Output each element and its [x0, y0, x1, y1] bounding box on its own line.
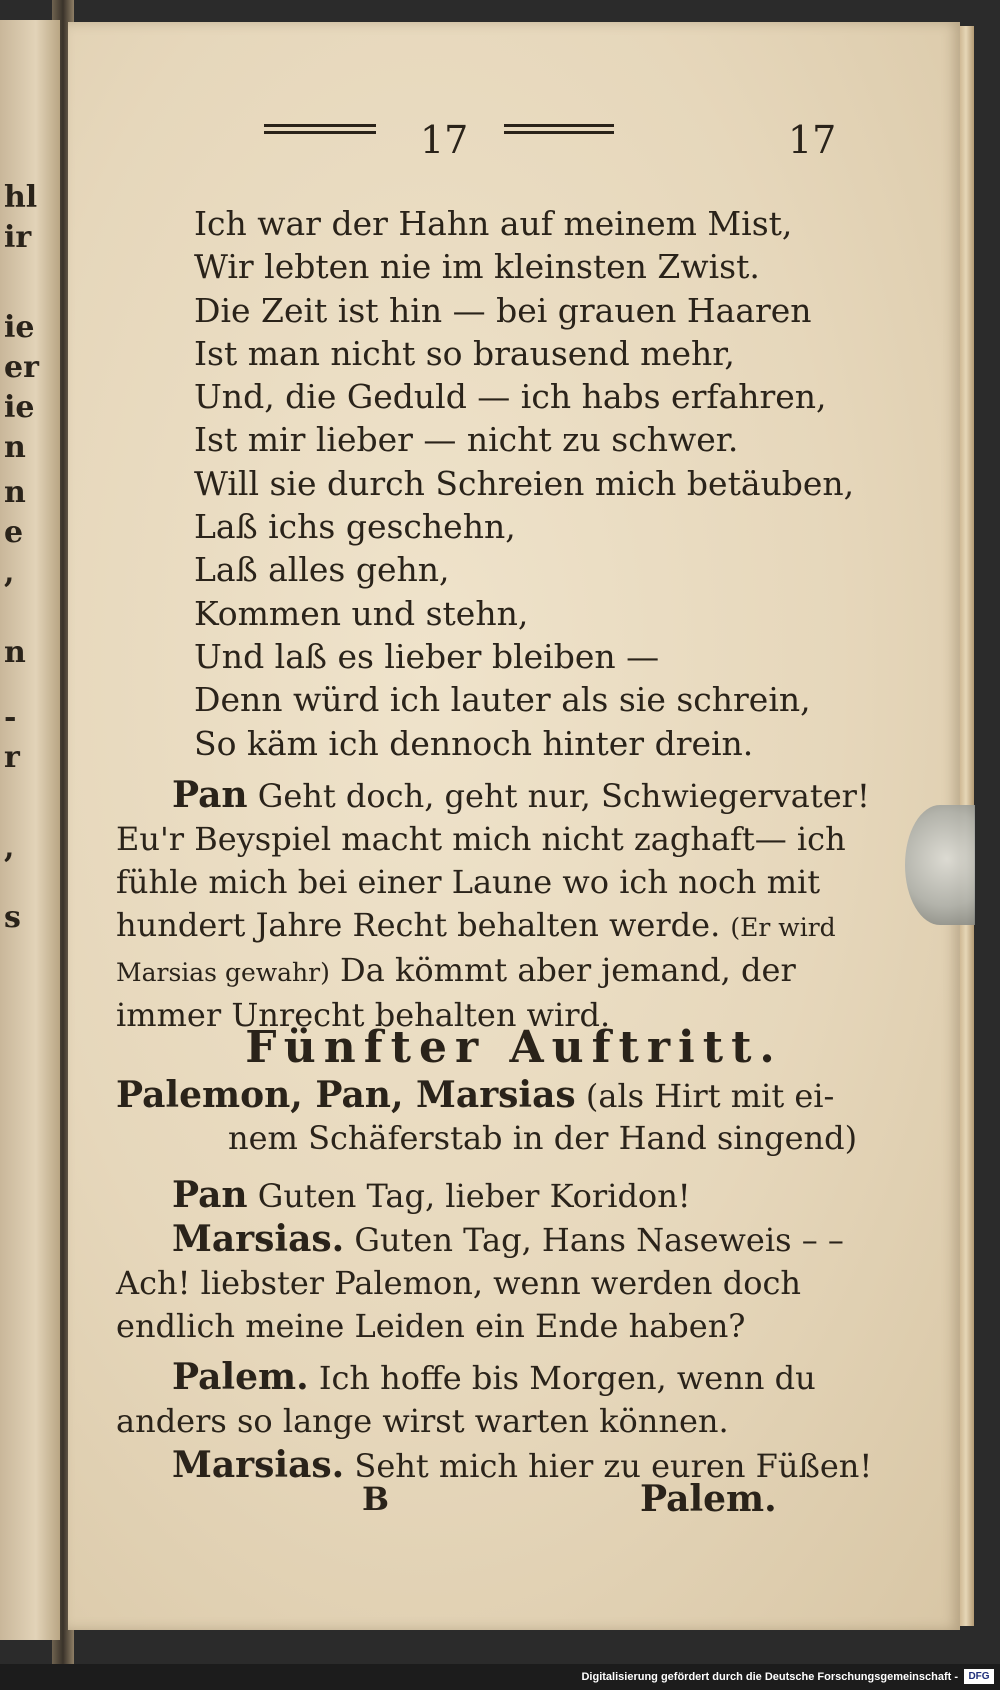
- verse-line: Kommen und stehn,: [194, 593, 529, 633]
- verse-line: Und, die Geduld — ich habs erfahren,: [194, 377, 827, 417]
- book-page: [68, 22, 960, 1630]
- verse-line: Wir lebten nie im kleinsten Zwist.: [194, 247, 760, 287]
- page-header: [68, 118, 960, 182]
- scene-title: Fünfter Auftritt.: [245, 1022, 783, 1073]
- facing-page-strip: [0, 20, 60, 1640]
- digitization-footer: [0, 1664, 1000, 1690]
- verse-line: So käm ich dennoch hinter drein.: [194, 723, 754, 763]
- facing-page-fragment: ie: [4, 390, 35, 425]
- dfg-logo: DFG: [964, 1669, 994, 1684]
- page-number-handwritten: 17: [788, 118, 837, 162]
- speech-pan: [116, 774, 886, 1037]
- speech-text: Geht doch, geht nur, Schwiegervater! Eu'r Beyspiel macht mich nicht zaghaft— ich fühle mich bei einer Laune wo ich noch mit hundert Jahre Recht behalten werde.: [116, 777, 870, 944]
- facing-page-fragment: er: [4, 350, 39, 385]
- cast-direction: (als Hirt mit ei-: [575, 1077, 835, 1115]
- speech-text: Guten Tag, Hans Naseweis – – Ach! liebster Palemon, wenn werden doch endlich meine Leiden ein Ende haben?: [116, 1221, 844, 1345]
- speaker-name: Pan: [172, 1174, 248, 1216]
- facing-page-fragment: n: [4, 475, 26, 510]
- speech-text: Guten Tag, lieber Koridon!: [247, 1177, 691, 1215]
- facing-page-fragment: n: [4, 430, 26, 465]
- speaker-name: Pan: [172, 774, 248, 816]
- facing-page-fragment: e: [4, 515, 24, 550]
- header-rule-left: [264, 122, 376, 136]
- facing-page-fragment: n: [4, 635, 26, 670]
- facing-page-fragment: -: [4, 700, 17, 735]
- facing-page-fragment: ,: [4, 555, 15, 590]
- facing-page-fragment: hl: [4, 180, 38, 215]
- cast-direction-continued: nem Schäferstab in der Hand singend): [228, 1119, 858, 1157]
- speech-pan-2: [116, 1174, 886, 1218]
- speaker-name: Palem.: [172, 1356, 309, 1398]
- speech-text: Da kömmt aber jemand, der immer Unrecht behalten wird.: [116, 951, 796, 1034]
- verse-line: Laß ichs geschehn,: [194, 507, 516, 547]
- footer-credit: Digitalisierung gefördert durch die Deutsche Forschungsgemeinschaft -: [581, 1671, 958, 1683]
- facing-page-fragment: s: [4, 900, 21, 935]
- facing-page-fragment: r: [4, 740, 20, 775]
- speech-palemon: [116, 1356, 886, 1443]
- facing-page-fragment: ,: [4, 830, 15, 865]
- speaker-name: Marsias.: [172, 1444, 345, 1486]
- scene-cast: [116, 1074, 886, 1159]
- speech-text: Seht mich hier zu euren Füßen!: [344, 1447, 873, 1485]
- verse-line: Ist man nicht so brausend mehr,: [194, 333, 735, 373]
- header-rule-right: [504, 122, 614, 136]
- facing-page-fragment: ir: [4, 220, 32, 255]
- signature-mark: B: [362, 1480, 390, 1518]
- facing-page-fragment: ie: [4, 310, 35, 345]
- verse-line: Ich war der Hahn auf meinem Mist,: [194, 204, 793, 243]
- catchword: Palem.: [640, 1478, 777, 1520]
- scanner-thumb-holder: [905, 805, 975, 925]
- verse-line: Denn würd ich lauter als sie schrein,: [194, 680, 811, 720]
- verse-line: Will sie durch Schreien mich betäuben,: [194, 463, 855, 503]
- song-verse: [194, 202, 854, 765]
- verse-line: Ist mir lieber — nicht zu schwer.: [194, 420, 739, 460]
- stage-direction: (Er wird Marsias gewahr): [116, 913, 836, 987]
- speech-marsias: [116, 1218, 886, 1348]
- speech-text: Ich hoffe bis Morgen, wenn du anders so lange wirst warten können.: [116, 1359, 816, 1440]
- page-number: 17: [420, 118, 469, 162]
- cast-names: Palemon, Pan, Marsias: [116, 1074, 576, 1116]
- verse-line: Und laß es lieber bleiben —: [194, 636, 660, 676]
- speaker-name: Marsias.: [172, 1218, 345, 1260]
- verse-line: Laß alles gehn,: [194, 550, 450, 590]
- verse-line: Die Zeit ist hin — bei grauen Haaren: [194, 290, 812, 330]
